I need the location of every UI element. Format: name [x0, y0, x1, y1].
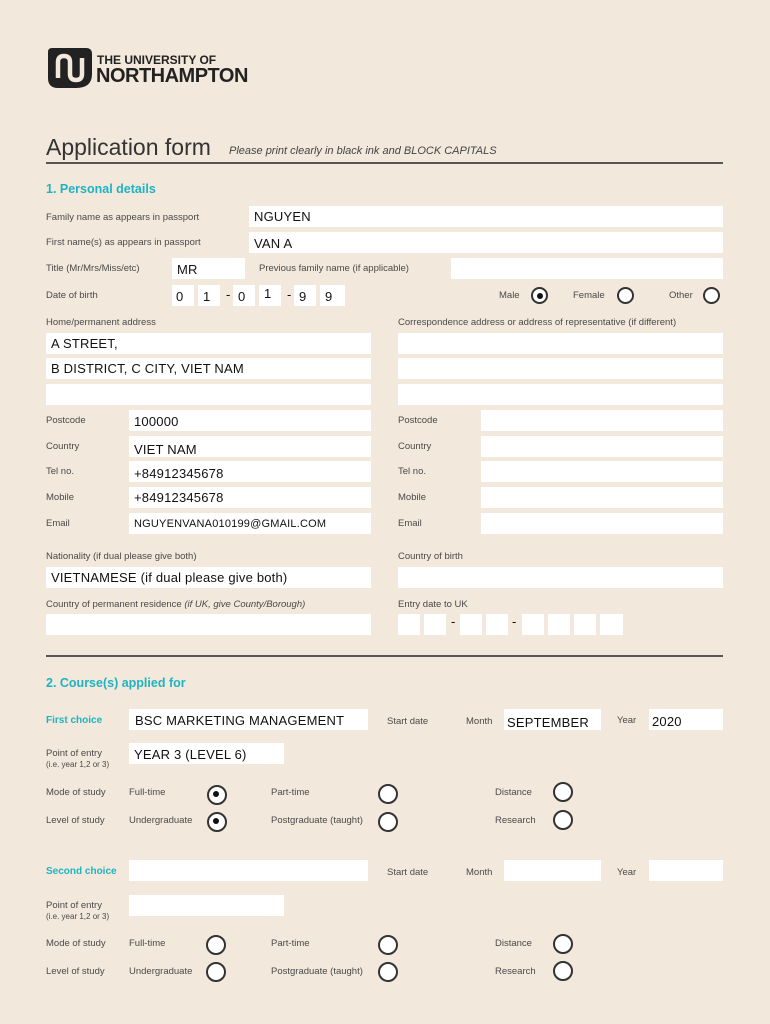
entry-month2[interactable]	[486, 614, 508, 635]
month-label-2: Month	[466, 867, 493, 878]
pg-label-2: Postgraduate (taught)	[271, 966, 363, 977]
parttime-label: Part-time	[271, 787, 310, 798]
title-value: MR	[177, 262, 198, 277]
dob-year2-box[interactable]	[320, 285, 345, 306]
fulltime-label: Full-time	[129, 787, 166, 798]
level-label-2: Level of study	[46, 966, 105, 977]
year-value: 2020	[652, 714, 682, 729]
mode-label: Mode of study	[46, 787, 106, 798]
entry-day2[interactable]	[424, 614, 446, 635]
second-choice-label: Second choice	[46, 866, 117, 877]
corr-email-field[interactable]	[481, 513, 723, 534]
female-radio[interactable]	[617, 287, 634, 304]
university-logo	[46, 44, 94, 92]
second-choice-field[interactable]	[129, 860, 368, 881]
corr-country-label: Country	[398, 441, 432, 452]
distance-radio-2[interactable]	[553, 934, 573, 954]
title-label: Title (Mr/Mrs/Miss/etc)	[46, 263, 140, 274]
country-of-birth-field[interactable]	[398, 567, 723, 588]
form-subtitle: Please print clearly in black ink and BLOCK CAPITALS	[229, 145, 497, 157]
country-value: VIET NAM	[134, 442, 197, 457]
corr-email-label: Email	[398, 518, 422, 529]
distance-radio-1[interactable]	[553, 782, 573, 802]
fulltime-radio-2[interactable]	[206, 935, 226, 955]
tel-value: +84912345678	[134, 466, 224, 481]
male-label: Male	[499, 290, 520, 301]
distance-label-2: Distance	[495, 938, 532, 949]
poe-label: Point of entry	[46, 748, 102, 759]
female-label: Female	[573, 290, 605, 301]
poe-field-2[interactable]	[129, 895, 284, 916]
other-label: Other	[669, 290, 693, 301]
month-field-2[interactable]	[504, 860, 601, 881]
nationality-value: VIETNAMESE (if dual please give both)	[51, 570, 288, 585]
entry-year2[interactable]	[548, 614, 570, 635]
entry-year1[interactable]	[522, 614, 544, 635]
dob-day2: 1	[203, 289, 211, 304]
other-radio[interactable]	[703, 287, 720, 304]
pg-radio-2[interactable]	[378, 962, 398, 982]
family-name-label: Family name as appears in passport	[46, 212, 200, 223]
home-address-label: Home/permanent address	[46, 317, 156, 328]
home-address-line3[interactable]	[46, 384, 371, 405]
corr-mobile-field[interactable]	[481, 487, 723, 508]
pg-label: Postgraduate (taught)	[271, 815, 363, 826]
pg-radio-1[interactable]	[378, 812, 398, 832]
corr-address-line2[interactable]	[398, 358, 723, 379]
start-date-label-2: Start date	[387, 867, 429, 878]
year-label: Year	[617, 715, 637, 726]
male-radio[interactable]	[531, 287, 548, 304]
research-radio-1[interactable]	[553, 810, 573, 830]
dob-month1: 0	[238, 289, 246, 304]
first-name-field[interactable]	[249, 232, 723, 253]
fulltime-radio-1[interactable]	[207, 785, 227, 805]
postcode-value: 100000	[134, 414, 179, 429]
corr-postcode-field[interactable]	[481, 410, 723, 431]
corr-tel-field[interactable]	[481, 461, 723, 482]
corr-address-line3[interactable]	[398, 384, 723, 405]
year-label-2: Year	[617, 867, 637, 878]
country-label: Country	[46, 441, 80, 452]
ug-radio-2[interactable]	[206, 962, 226, 982]
entry-sep1: -	[451, 614, 456, 629]
section-rule	[46, 655, 723, 657]
first-name-value: VAN A	[254, 236, 293, 251]
parttime-label-2: Part-time	[271, 938, 310, 949]
home-address-line2-value: B DISTRICT, C CITY, VIET NAM	[51, 361, 244, 376]
parttime-radio-2[interactable]	[378, 935, 398, 955]
first-choice-value: BSC MARKETING MANAGEMENT	[135, 713, 345, 728]
family-name-field[interactable]	[249, 206, 723, 227]
corr-country-field[interactable]	[481, 436, 723, 457]
section-course-heading: 2. Course(s) applied for	[46, 676, 186, 690]
first-name-label: First name(s) as appears in passport	[46, 237, 201, 248]
year-field-2[interactable]	[649, 860, 723, 881]
previous-name-field[interactable]	[451, 258, 723, 279]
entry-sep2: -	[512, 614, 517, 629]
logo-line2: NORTHAMPTON	[96, 65, 248, 87]
postcode-label: Postcode	[46, 415, 86, 426]
poe-value: YEAR 3 (LEVEL 6)	[134, 747, 247, 762]
month-label: Month	[466, 716, 493, 727]
dob-month2: 1	[264, 286, 272, 301]
research-radio-2[interactable]	[553, 961, 573, 981]
poe-label-2: Point of entry	[46, 900, 102, 911]
poe-hint-2: (i.e. year 1,2 or 3)	[46, 912, 110, 921]
ug-label: Undergraduate	[129, 815, 193, 826]
corr-mobile-label: Mobile	[398, 492, 426, 503]
ug-radio-1[interactable]	[207, 812, 227, 832]
entry-year3[interactable]	[574, 614, 596, 635]
entry-year4[interactable]	[600, 614, 623, 635]
dob-year2: 9	[325, 289, 333, 304]
title-rule	[46, 162, 723, 164]
poe-hint: (i.e. year 1,2 or 3)	[46, 760, 110, 769]
home-address-line1-value: A STREET,	[51, 336, 118, 351]
parttime-radio-1[interactable]	[378, 784, 398, 804]
tel-label: Tel no.	[46, 466, 74, 477]
section-personal-heading: 1. Personal details	[46, 182, 156, 196]
dob-sep2: -	[287, 287, 292, 302]
mobile-value: +84912345678	[134, 490, 224, 505]
entry-day1[interactable]	[398, 614, 420, 635]
research-label: Research	[495, 815, 536, 826]
correspondence-address-label: Correspondence address or address of representative (if different)	[398, 317, 677, 328]
dob-day1: 0	[176, 289, 184, 304]
entry-date-label: Entry date to UK	[398, 599, 468, 610]
mode-label-2: Mode of study	[46, 938, 106, 949]
ug-label-2: Undergraduate	[129, 966, 193, 977]
start-date-label: Start date	[387, 716, 429, 727]
form-title: Application form	[46, 134, 211, 160]
corr-tel-label: Tel no.	[398, 466, 426, 477]
nationality-label: Nationality (if dual please give both)	[46, 551, 197, 562]
residence-label: Country of permanent residence (if UK, give County/Borough)	[46, 599, 306, 610]
family-name-value: NGUYEN	[254, 209, 311, 224]
dob-label: Date of birth	[46, 290, 98, 301]
email-value: NGUYENVANA010199@GMAIL.COM	[134, 518, 327, 530]
level-label: Level of study	[46, 815, 105, 826]
fulltime-label-2: Full-time	[129, 938, 166, 949]
email-label: Email	[46, 518, 70, 529]
dob-year1: 9	[299, 289, 307, 304]
country-of-birth-label: Country of birth	[398, 551, 463, 562]
research-label-2: Research	[495, 966, 536, 977]
entry-month1[interactable]	[460, 614, 482, 635]
residence-field[interactable]	[46, 614, 371, 635]
dob-sep1: -	[226, 287, 231, 302]
previous-name-label: Previous family name (if applicable)	[259, 263, 409, 274]
first-choice-label: First choice	[46, 715, 103, 726]
corr-address-line1[interactable]	[398, 333, 723, 354]
logo-line1: THE UNIVERSITY OF	[97, 53, 217, 67]
corr-postcode-label: Postcode	[398, 415, 438, 426]
distance-label: Distance	[495, 787, 532, 798]
month-value: SEPTEMBER	[507, 715, 589, 730]
mobile-label: Mobile	[46, 492, 74, 503]
